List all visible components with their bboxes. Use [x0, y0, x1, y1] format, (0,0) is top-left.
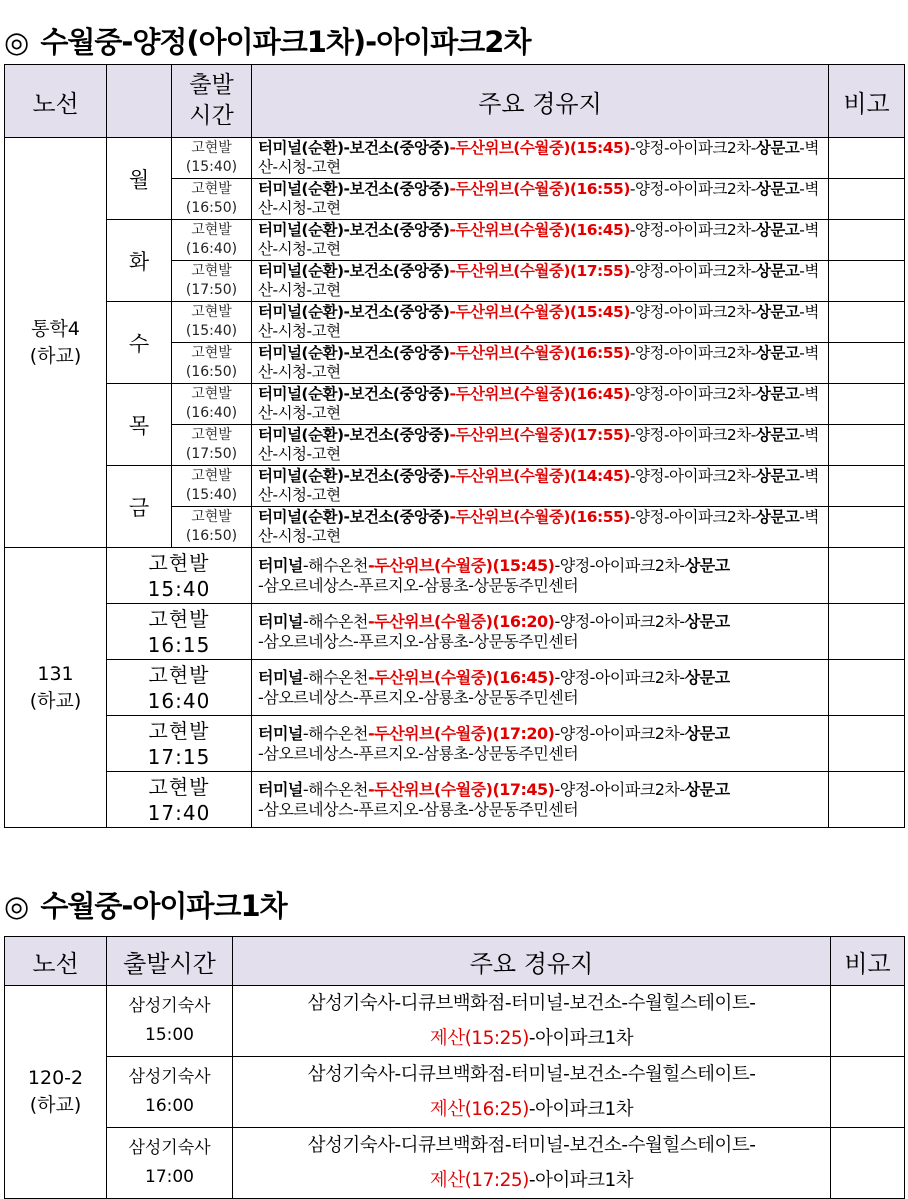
stops-cell [233, 1128, 831, 1199]
table-row [5, 1057, 905, 1128]
stops-cell [252, 425, 829, 466]
stops-segment: -양정-아이파크2차- [554, 667, 685, 687]
stops-bold-segment: 터미널(순환)-보건소(중앙중) [258, 385, 450, 403]
stops-segment: -양정-아이파크2차- [629, 467, 756, 485]
departure-cell [107, 1057, 233, 1128]
table-row [5, 548, 905, 604]
stops-segment: -벽산-시청-고현 [258, 426, 819, 463]
departure-time: 17:15 [147, 744, 211, 769]
note-cell [829, 425, 905, 466]
weekday-cell: 월 [107, 138, 172, 220]
stops-line: 삼성기숙사-디큐브백화점-터미널-보건소-수월힐스테이트- [307, 1135, 756, 1156]
departure-cell [172, 507, 252, 548]
departure-time: (17:50) [185, 446, 238, 462]
stops-bold-segment: 터미널(순환)-보건소(중앙중) [258, 221, 450, 239]
note-cell [829, 716, 905, 772]
stops-cell [252, 179, 829, 220]
departure-time: 15:40 [147, 576, 211, 601]
note-cell [829, 772, 905, 828]
stops-bold-segment: 상문고 [684, 555, 730, 575]
stops-bold-segment: 상문고 [755, 221, 800, 239]
stops-highlight-stop: -두산위브(수월중)(15:45) [449, 303, 630, 321]
departure-cell [107, 716, 252, 772]
departure-label: 고현발 [191, 304, 232, 320]
stops-segment: -양정-아이파크2차- [629, 385, 756, 403]
stops-segment: -양정-아이파크2차- [629, 508, 756, 526]
stops-line [233, 1092, 830, 1127]
stops-highlight-stop: -두산위브(수월중)(15:45) [367, 555, 555, 575]
stops-bold-segment: 상문고 [755, 262, 800, 280]
departure-label: 고현발 [148, 718, 210, 743]
departure-cell [107, 986, 233, 1057]
stops-highlight-stop: -두산위브(수월중)(16:55) [449, 508, 630, 526]
departure-time: (15:40) [185, 159, 238, 175]
stops-bold-segment: 터미널(순환)-보건소(중앙중) [258, 508, 450, 526]
departure-time: (16:50) [185, 200, 238, 216]
stops-segment: -해수온천 [302, 779, 368, 799]
stops-cell [252, 384, 829, 425]
stops-cell [252, 302, 829, 343]
stops-cell [252, 660, 829, 716]
weekday-cell: 목 [107, 384, 172, 466]
stops-line [258, 724, 828, 744]
stops-segment: -양정-아이파크2차- [629, 262, 756, 280]
stops-bold-segment: 터미널(순환)-보건소(중앙중) [258, 180, 450, 198]
table-row [5, 220, 905, 261]
header-note: 비고 [831, 937, 905, 986]
departure-label: 고현발 [148, 606, 210, 631]
stops-segment: -양정-아이파크2차- [629, 139, 756, 157]
stops-segment: -양정-아이파크2차- [554, 723, 685, 743]
circle-mark-icon: ◎ [4, 25, 29, 59]
departure-cell [107, 604, 252, 660]
stops-line [258, 668, 828, 688]
departure-label: 삼성기숙사 [128, 1138, 211, 1158]
departure-label: 고현발 [191, 386, 232, 402]
table-row [5, 660, 905, 716]
stops-segment: -양정-아이파크2차- [629, 426, 756, 444]
departure-time: (16:40) [185, 405, 238, 421]
stops-cell [252, 343, 829, 384]
departure-time: (15:40) [185, 487, 238, 503]
stops-bold-segment: 터미널 [258, 779, 303, 799]
section1-title: 수월중-양정(아이파크1차)-아이파크2차 [40, 25, 531, 59]
stops-bold-segment: 터미널(순환)-보건소(중앙중) [258, 467, 450, 485]
stops-bold-segment: 상문고 [755, 303, 800, 321]
stops-line [258, 780, 828, 800]
note-cell [829, 466, 905, 507]
stops-highlight-stop: -두산위브(수월중)(17:20) [367, 723, 555, 743]
table-row [5, 604, 905, 660]
group1-rows [5, 138, 905, 548]
stops-segment: -벽산-시청-고현 [258, 303, 819, 340]
departure-cell [172, 179, 252, 220]
header-departure-time: 출발 시간 [172, 65, 252, 138]
departure-cell [172, 466, 252, 507]
stops-bold-segment: 터미널(순환)-보건소(중앙중) [258, 262, 450, 280]
route-type: (하교) [29, 689, 82, 712]
weekday-cell: 금 [107, 466, 172, 548]
route-cell [5, 548, 107, 828]
stops-bold-segment: 터미널(순환)-보건소(중앙중) [258, 426, 450, 444]
stops-highlight-stop: -두산위브(수월중)(15:45) [449, 139, 630, 157]
header-route: 노선 [5, 65, 107, 138]
stops-line [258, 556, 828, 576]
section1-heading [4, 20, 530, 61]
stops-bold-segment: 상문고 [755, 508, 800, 526]
note-cell [829, 604, 905, 660]
departure-label: 고현발 [191, 263, 232, 279]
header-stops: 주요 경유지 [252, 65, 829, 138]
route-type: (하교) [29, 1094, 82, 1116]
stops-segment: -양정-아이파크2차- [629, 221, 756, 239]
stops-highlight-stop: 제산(16:25) [429, 1099, 529, 1120]
stops-segment: -벽산-시청-고현 [258, 508, 819, 545]
stops-bold-segment: 터미널 [258, 723, 303, 743]
stops-segment: -벽산-시청-고현 [258, 344, 819, 381]
stops-segment: -해수온천 [302, 611, 368, 631]
table-row [5, 772, 905, 828]
header-note: 비고 [829, 65, 905, 138]
stops-bold-segment: 상문고 [755, 467, 800, 485]
departure-cell [172, 384, 252, 425]
header-route: 노선 [5, 937, 107, 986]
stops-segment: -벽산-시청-고현 [258, 221, 819, 258]
departure-cell [107, 1128, 233, 1199]
weekday-cell: 수 [107, 302, 172, 384]
note-cell [829, 302, 905, 343]
route-number: 통학4 [31, 317, 80, 340]
departure-cell [172, 220, 252, 261]
section2-heading [4, 884, 287, 925]
stops-highlight-stop: -두산위브(수월중)(17:55) [449, 262, 630, 280]
stops-cell [252, 772, 829, 828]
departure-label: 고현발 [191, 427, 232, 443]
departure-time: (17:50) [185, 282, 238, 298]
stops-highlight-stop: -두산위브(수월중)(16:55) [449, 344, 630, 362]
table-row [5, 986, 905, 1057]
weekday-cell: 화 [107, 220, 172, 302]
table-row [5, 384, 905, 425]
stops-segment: -벽산-시청-고현 [258, 262, 819, 299]
stops-line: -삼오르네상스-푸르지오-삼룡초-상문동주민센터 [258, 743, 579, 763]
header-stops: 주요 경유지 [233, 937, 831, 986]
stops-cell [233, 986, 831, 1057]
departure-label: 고현발 [191, 509, 232, 525]
route-type: (하교) [29, 344, 82, 367]
stops-segment: -벽산-시청-고현 [258, 385, 819, 422]
stops-cell [252, 261, 829, 302]
stops-segment: -벽산-시청-고현 [258, 180, 819, 217]
note-cell [829, 548, 905, 604]
stops-bold-segment: 상문고 [684, 667, 730, 687]
stops-segment: -해수온천 [302, 555, 368, 575]
route-cell [5, 138, 107, 548]
stops-highlight-stop: -두산위브(수월중)(14:45) [449, 467, 630, 485]
stops-line [233, 1163, 830, 1198]
note-cell [829, 384, 905, 425]
departure-label: 고현발 [191, 345, 232, 361]
departure-time: 16:40 [147, 688, 211, 713]
stops-line: -삼오르네상스-푸르지오-삼룡초-상문동주민센터 [258, 575, 579, 595]
departure-cell [107, 548, 252, 604]
note-cell [829, 138, 905, 179]
note-cell [831, 986, 905, 1057]
stops-highlight-stop: -두산위브(수월중)(16:45) [367, 667, 555, 687]
departure-time: (16:50) [185, 528, 238, 544]
stops-bold-segment: 터미널(순환)-보건소(중앙중) [258, 344, 450, 362]
stops-bold-segment: 상문고 [755, 385, 800, 403]
departure-time: 15:00 [145, 1025, 194, 1045]
stops-segment: -양정-아이파크2차- [554, 555, 685, 575]
departure-label: 고현발 [148, 550, 210, 575]
stops-line [233, 1021, 830, 1056]
departure-time: 16:15 [147, 632, 211, 657]
departure-label: 고현발 [191, 222, 232, 238]
route-number: 120-2 [27, 1067, 84, 1089]
stops-segment: -아이파크1차 [528, 1170, 634, 1191]
departure-cell [107, 772, 252, 828]
stops-bold-segment: 상문고 [755, 426, 800, 444]
stops-bold-segment: 상문고 [755, 344, 800, 362]
header-departure-time: 출발시간 [107, 937, 233, 986]
stops-line: -삼오르네상스-푸르지오-삼룡초-상문동주민센터 [258, 631, 579, 651]
stops-line: 삼성기숙사-디큐브백화점-터미널-보건소-수월힐스테이트- [307, 1064, 756, 1085]
stops-highlight-stop: 제산(15:25) [429, 1028, 529, 1049]
stops-segment: -해수온천 [302, 723, 368, 743]
departure-time: 16:00 [145, 1096, 194, 1116]
stops-highlight-stop: -두산위브(수월중)(16:20) [367, 611, 555, 631]
stops-highlight-stop: -두산위브(수월중)(16:45) [449, 385, 630, 403]
departure-cell [172, 425, 252, 466]
table-row [5, 138, 905, 179]
stops-line: -삼오르네상스-푸르지오-삼룡초-상문동주민센터 [258, 799, 579, 819]
departure-label: 삼성기숙사 [128, 1067, 211, 1087]
stops-bold-segment: 터미널 [258, 667, 303, 687]
table-row [5, 716, 905, 772]
stops-segment: -양정-아이파크2차- [554, 611, 685, 631]
stops-highlight-stop: -두산위브(수월중)(17:45) [367, 779, 555, 799]
stops-cell [252, 604, 829, 660]
note-cell [829, 507, 905, 548]
stops-cell [233, 1057, 831, 1128]
stops-segment: -벽산-시청-고현 [258, 139, 819, 176]
departure-label: 고현발 [148, 662, 210, 687]
departure-cell [107, 660, 252, 716]
stops-segment: -양정-아이파크2차- [629, 344, 756, 362]
stops-line [258, 612, 828, 632]
note-cell [829, 179, 905, 220]
departure-time: (16:50) [185, 364, 238, 380]
note-cell [829, 343, 905, 384]
table-row [5, 466, 905, 507]
stops-cell [252, 548, 829, 604]
note-cell [831, 1057, 905, 1128]
section2-title: 수월중-아이파크1차 [40, 889, 287, 923]
stops-bold-segment: 상문고 [684, 779, 730, 799]
departure-time: 17:40 [147, 800, 211, 825]
schedule-table-1 [4, 64, 905, 828]
stops-segment: -양정-아이파크2차- [554, 779, 685, 799]
stops-segment: -양정-아이파크2차- [629, 180, 756, 198]
departure-time: 17:00 [145, 1167, 194, 1187]
stops-cell [252, 716, 829, 772]
table-row [5, 302, 905, 343]
stops-cell [252, 466, 829, 507]
stops-segment: -양정-아이파크2차- [629, 303, 756, 321]
header-blank [107, 65, 172, 138]
departure-label: 고현발 [191, 140, 232, 156]
table-row [5, 1128, 905, 1199]
schedule-table-2 [4, 936, 905, 1199]
stops-bold-segment: 터미널(순환)-보건소(중앙중) [258, 139, 450, 157]
departure-time: (16:40) [185, 241, 238, 257]
departure-label: 고현발 [191, 468, 232, 484]
note-cell [829, 660, 905, 716]
group2-rows [5, 548, 905, 828]
stops-segment: -아이파크1차 [528, 1028, 634, 1049]
departure-cell [172, 138, 252, 179]
stops-highlight-stop: -두산위브(수월중)(16:45) [449, 221, 630, 239]
departure-cell [172, 343, 252, 384]
departure-label: 고현발 [148, 774, 210, 799]
departure-label: 고현발 [191, 181, 232, 197]
section2-rows [5, 986, 905, 1199]
stops-cell [252, 138, 829, 179]
departure-cell [172, 261, 252, 302]
departure-time: (15:40) [185, 323, 238, 339]
stops-highlight-stop: -두산위브(수월중)(17:55) [449, 426, 630, 444]
note-cell [829, 220, 905, 261]
departure-cell [172, 302, 252, 343]
route-cell [5, 986, 107, 1199]
stops-segment: -해수온천 [302, 667, 368, 687]
stops-bold-segment: 터미널(순환)-보건소(중앙중) [258, 303, 450, 321]
stops-bold-segment: 터미널 [258, 611, 303, 631]
stops-bold-segment: 터미널 [258, 555, 303, 575]
stops-highlight-stop: -두산위브(수월중)(16:55) [449, 180, 630, 198]
stops-segment: -아이파크1차 [528, 1099, 634, 1120]
note-cell [829, 261, 905, 302]
departure-label: 삼성기숙사 [128, 996, 211, 1016]
circle-mark-icon: ◎ [4, 889, 29, 923]
stops-cell [252, 507, 829, 548]
stops-line: 삼성기숙사-디큐브백화점-터미널-보건소-수월힐스테이트- [307, 993, 756, 1014]
stops-cell [252, 220, 829, 261]
stops-line: -삼오르네상스-푸르지오-삼룡초-상문동주민센터 [258, 687, 579, 707]
stops-bold-segment: 상문고 [755, 180, 800, 198]
note-cell [831, 1128, 905, 1199]
stops-bold-segment: 상문고 [684, 723, 730, 743]
stops-bold-segment: 상문고 [755, 139, 800, 157]
stops-highlight-stop: 제산(17:25) [429, 1170, 529, 1191]
route-number: 131 [37, 662, 74, 685]
stops-bold-segment: 상문고 [684, 611, 730, 631]
stops-segment: -벽산-시청-고현 [258, 467, 819, 504]
